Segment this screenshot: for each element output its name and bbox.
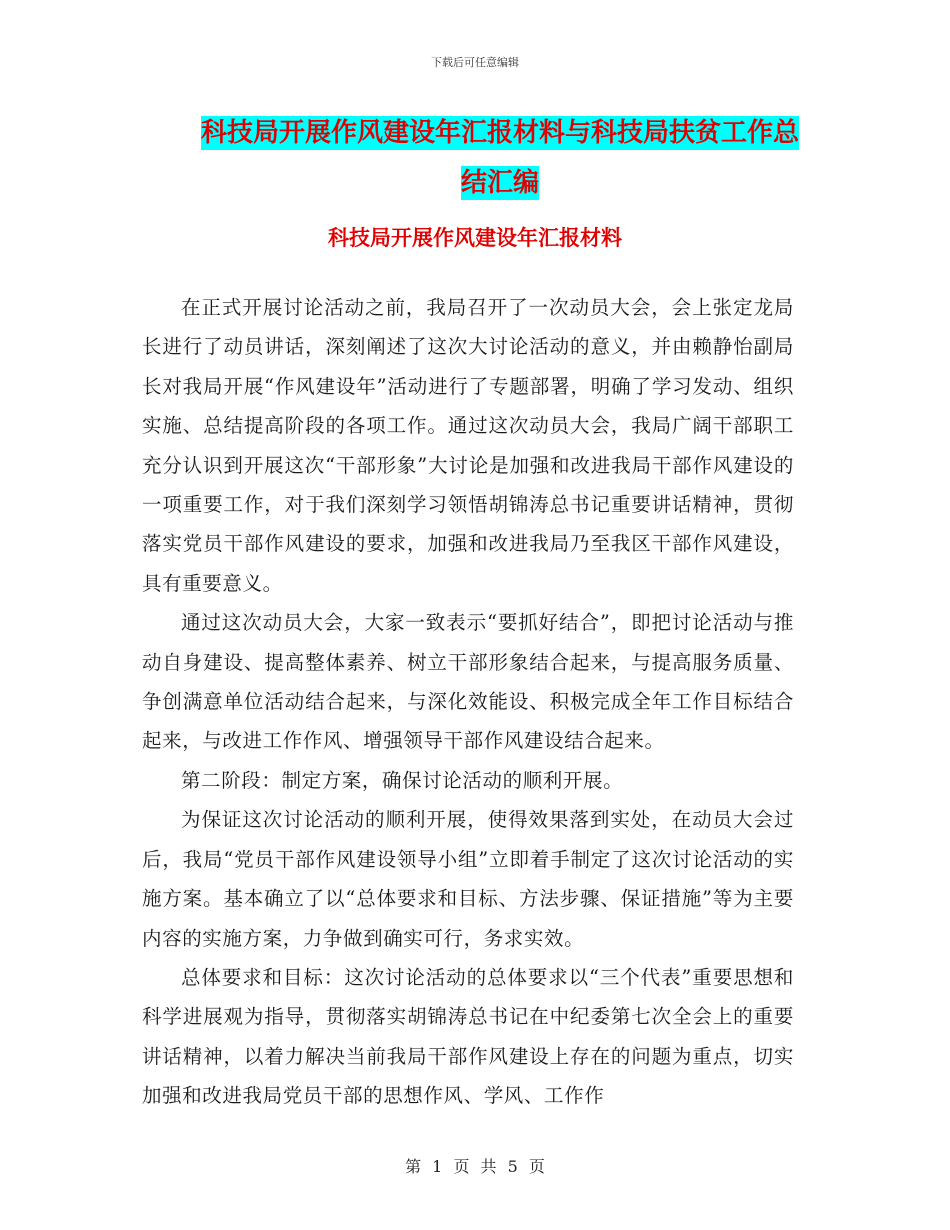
page-footer: 第 1 页 共 5 页 [405, 1157, 545, 1176]
document-title [190, 108, 810, 208]
paragraph: 总体要求和目标：这次讨论活动的总体要求以“三个代表”重要思想和科学进展观为指导，贯彻落实胡锦涛总书记在中纪委第七次全会上的重要讲话精神，以着力解决当前我局干部作风建设上存在的问题为重点，切实加强和改进我局党员干部的思想作风、学风、工作作 [142, 965, 794, 1108]
document-title-highlight: 科技局开展作风建设年汇报材料与科技局扶贫工作总结汇编 [200, 118, 799, 198]
body-text [142, 288, 794, 1116]
paragraph: 在正式开展讨论活动之前，我局召开了一次动员大会，会上张定龙局长进行了动员讲话，深刻阐述了这次大讨论活动的意义，并由赖静怡副局长对我局开展“作风建设年”活动进行了专题部署，明确了学习发动、组织实施、总结提高阶段的各项工作。通过这次动员大会，我局广阔干部职工充分认识到开展这次“干部形象”大讨论是加强和改进我局干部作风建设的一项重要工作，对于我们深刻学习领悟胡锦涛总书记重要讲话精神，贯彻落实党员干部作风建设的要求，加强和改进我局乃至我区干部作风建设，具有重要意义。 [142, 296, 794, 595]
paragraph: 第二阶段：制定方案，确保讨论活动的顺利开展。 [181, 768, 624, 792]
paragraph: 为保证这次讨论活动的顺利开展，使得效果落到实处，在动员大会过后，我局“党员干部作风建设领导小组”立即着手制定了这次讨论活动的实施方案。基本确立了以“总体要求和目标、方法步骤、保证措施”等为主要内容的实施方案，力争做到确实可行，务求实效。 [142, 808, 794, 950]
paragraph: 通过这次动员大会，大家一致表示“要抓好结合”，即把讨论活动与推动自身建设、提高整体素养、树立干部形象结合起来，与提高服务质量、争创满意单位活动结合起来，与深化效能设、积极完成全年工作目标结合起来，与改进工作作风、增强领导干部作风建设结合起来。 [142, 611, 794, 753]
section-title: 科技局开展作风建设年汇报材料 [328, 226, 622, 250]
header-note: 下载后可任意编辑 [431, 56, 519, 69]
